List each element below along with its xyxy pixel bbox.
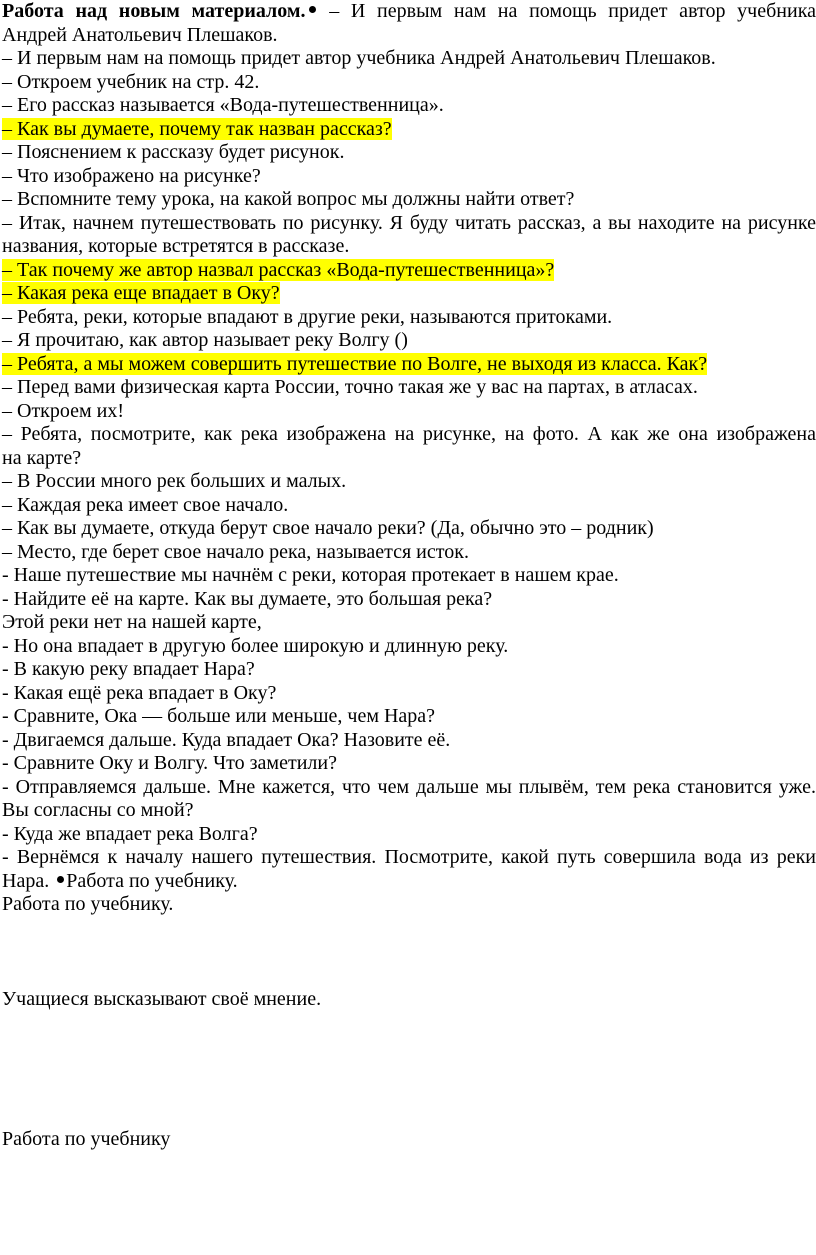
text-line: Этой реки нет на нашей карте,: [2, 611, 262, 633]
text-line: - Отправляемся дальше. Мне кажется, что чем дальше мы плывём, тем река становится уже.: [2, 775, 816, 798]
heading-continuation: – И первым нам на помощь придет автор учебника: [317, 0, 816, 22]
return-textbook: Работа по учебнику.: [66, 869, 238, 892]
text-line: Учащиеся высказывают своё мнение.: [2, 987, 322, 1010]
text-line: Работа по учебнику.: [2, 893, 174, 915]
text-line: на карте?: [2, 446, 82, 469]
text-line: – Откроем учебник на стр. 42.: [2, 70, 260, 93]
text-line: - Наше путешествие мы начнём с реки, которая протекает в нашем крае.: [2, 564, 619, 586]
highlight-text: – Так почему же автор назвал рассказ «Вода-путешественница»?: [2, 258, 555, 281]
text-line: – Пояснением к рассказу будет рисунок.: [2, 141, 345, 163]
return-text: Нара.: [2, 869, 55, 892]
text-line: - Куда же впадает река Волга?: [2, 822, 258, 845]
bullet-icon: [309, 6, 316, 13]
highlight-text: – Ребята, а мы можем совершить путешествие по Волге, не выходя из класса. Как?: [2, 352, 708, 375]
text-line: – В России много рек больших и малых.: [2, 470, 347, 492]
text-line: - Сравните Оку и Волгу. Что заметили?: [2, 752, 337, 774]
text-line: – Ребята, реки, которые впадают в другие реки, называются притоками.: [2, 305, 613, 328]
text-line: - Вернёмся к началу нашего путешествия. Посмотрите, какой путь совершила вода из реки: [2, 846, 816, 868]
text-line: – Откроем их!: [2, 399, 125, 422]
text-line: – Каждая река имеет свое начало.: [2, 493, 289, 516]
highlight-text: – Какая река еще впадает в Оку?: [2, 282, 280, 304]
text-line: – Ребята, посмотрите, как река изображена на рисунке, на фото. А как же она изображена: [2, 423, 816, 445]
highlighted-question: [0, 259, 816, 283]
highlighted-question: [0, 353, 816, 377]
text-line: Андрей Анатольевич Плешаков.: [2, 23, 278, 46]
text-line: названия, которые встретятся в рассказе.: [2, 235, 350, 257]
highlighted-question: [0, 118, 816, 142]
text-line: - Сравните, Ока — больше или меньше, чем Нара?: [2, 705, 436, 727]
text-line: – Я прочитаю, как автор называет реку Волгу (): [2, 329, 408, 351]
text-line: – Итак, начнем путешествовать по рисунку. Я буду читать рассказ, а вы находите на рисунке: [2, 211, 816, 234]
text-line: – Как вы думаете, откуда берут свое начало реки? (Да, обычно это – родник): [2, 517, 654, 539]
heading-line: [0, 0, 816, 24]
text-line: – Место, где берет свое начало река, называется исток.: [2, 540, 469, 563]
text-line: [0, 870, 816, 894]
text-line: - В какую реку впадает Нара?: [2, 658, 255, 680]
text-line: - Какая ещё река впадает в Оку?: [2, 681, 277, 704]
text-line: – Что изображено на рисунке?: [2, 164, 261, 187]
text-line: – И первым нам на помощь придет автор учебника Андрей Анатольевич Плешаков.: [2, 47, 716, 69]
text-line: – Вспомните тему урока, на какой вопрос мы должны найти ответ?: [2, 188, 575, 210]
text-line: – Его рассказ называется «Вода-путешественница».: [2, 94, 444, 116]
highlight-text: – Как вы думаете, почему так назван рассказ?: [2, 117, 392, 140]
text-line: - Двигаемся дальше. Куда впадает Ока? Назовите её.: [2, 728, 451, 751]
spacer: [0, 1011, 816, 1128]
text-line: Работа по учебнику: [2, 1128, 171, 1150]
text-line: - Найдите её на карте. Как вы думаете, это большая река?: [2, 587, 493, 610]
text-line: Вы согласны со мной?: [2, 799, 194, 821]
highlighted-question: [0, 282, 816, 306]
bullet-icon: [57, 876, 64, 883]
section-heading: Работа над новым материалом.: [2, 0, 306, 22]
spacer: [0, 917, 816, 988]
text-line: - Но она впадает в другую более широкую и длинную реку.: [2, 634, 509, 657]
text-line: – Перед вами физическая карта России, точно такая же у вас на партах, в атласах.: [2, 376, 698, 398]
